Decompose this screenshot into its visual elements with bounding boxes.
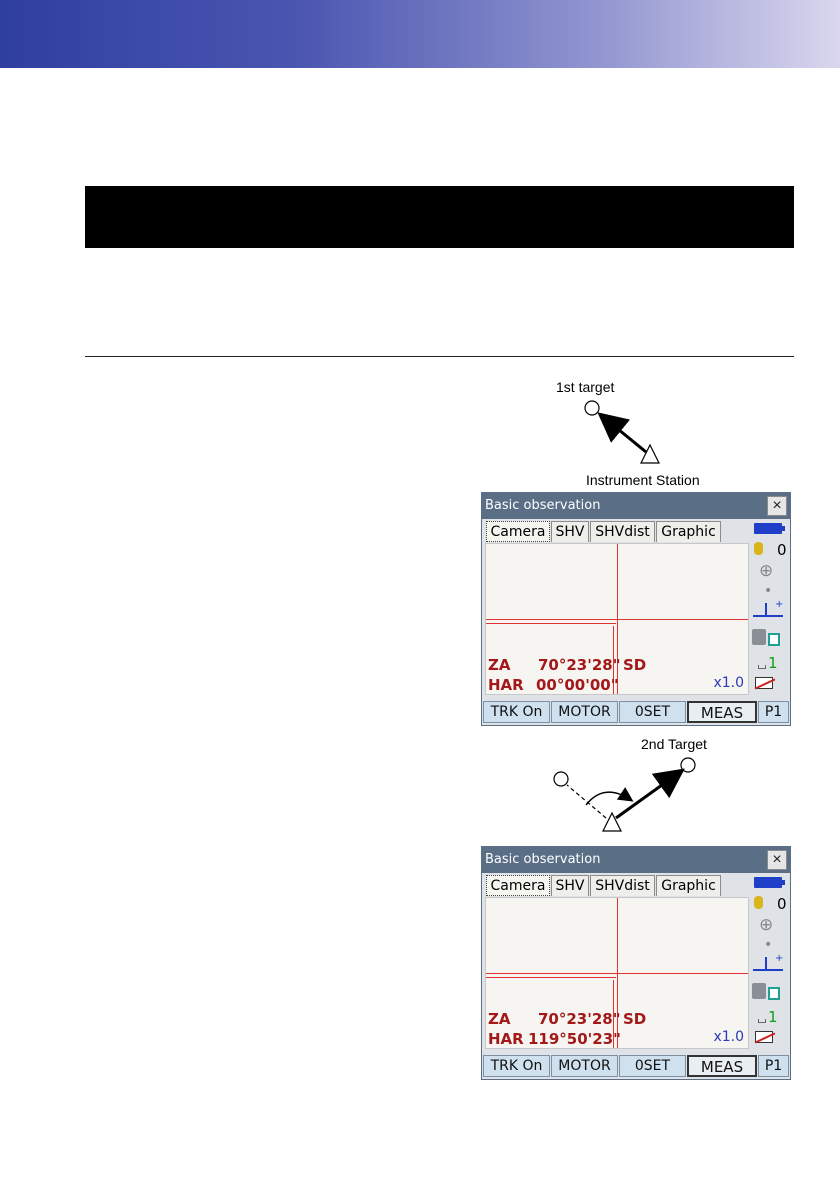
tab-shvdist[interactable]: SHVdist	[590, 875, 655, 896]
status-sidebar	[750, 873, 790, 1053]
window-title: Basic observation	[485, 852, 601, 867]
zoom-level: x1.0	[713, 675, 744, 691]
first-target-circle-2	[554, 772, 568, 786]
second-target-label: 2nd Target	[641, 736, 707, 752]
zoom-level: x1.0	[713, 1029, 744, 1045]
har-label: HAR	[488, 676, 524, 694]
tab-camera[interactable]: Camera	[486, 875, 550, 896]
memory-icon	[755, 677, 773, 689]
window-titlebar	[482, 847, 790, 873]
tab-shvdist[interactable]: SHVdist	[590, 521, 655, 542]
communication-icon[interactable]	[752, 981, 782, 1001]
tilt-icon[interactable]: +	[753, 603, 783, 617]
0set-button[interactable]: 0SET	[619, 1055, 686, 1077]
tab-graphic[interactable]: Graphic	[656, 875, 721, 896]
instrument-station-triangle	[641, 445, 659, 463]
first-target-circle	[585, 401, 599, 415]
close-button[interactable]: ×	[767, 850, 787, 870]
laser-icon: •	[764, 583, 773, 599]
har-value: 119°50'23"	[528, 1030, 621, 1048]
za-label: ZA	[488, 656, 511, 674]
sd-label: SD	[623, 656, 647, 674]
prism-icon[interactable]	[754, 896, 763, 909]
communication-icon[interactable]	[752, 627, 782, 647]
za-value: 70°23'28"	[538, 1010, 621, 1028]
tab-camera[interactable]: Camera	[486, 521, 550, 542]
softkey-bar	[482, 1053, 790, 1079]
motor-button[interactable]: MOTOR	[551, 1055, 618, 1077]
rotation-arc	[586, 792, 631, 805]
0set-button[interactable]: 0SET	[619, 701, 686, 723]
camera-view	[485, 543, 749, 695]
trk-on-button[interactable]: TRK On	[483, 701, 550, 723]
page-button[interactable]: P1	[758, 1055, 789, 1077]
memory-icon	[755, 1031, 773, 1043]
input-mode-icon	[758, 665, 766, 669]
har-row	[488, 676, 619, 694]
target-icon: ⊕	[759, 561, 774, 581]
prism-constant: 0	[777, 895, 787, 913]
tab-shv[interactable]: SHV	[551, 875, 589, 896]
trk-on-button[interactable]: TRK On	[483, 1055, 550, 1077]
status-sidebar	[750, 519, 790, 699]
prism-icon[interactable]	[754, 542, 763, 555]
first-target-label: 1st target	[556, 379, 615, 395]
battery-icon	[754, 877, 782, 888]
window-titlebar	[482, 493, 790, 519]
window-title: Basic observation	[485, 498, 601, 513]
page-button[interactable]: P1	[758, 701, 789, 723]
tab-shv[interactable]: SHV	[551, 521, 589, 542]
close-button[interactable]: ×	[767, 496, 787, 516]
har-label: HAR	[488, 1030, 524, 1048]
laser-icon: •	[764, 937, 773, 953]
basic-observation-screen-2	[481, 846, 791, 1080]
sd-label: SD	[623, 1010, 647, 1028]
za-value: 70°23'28"	[538, 656, 621, 674]
za-label: ZA	[488, 1010, 511, 1028]
input-mode-number: 1	[768, 1008, 778, 1026]
first-target-arrow	[602, 416, 646, 452]
prism-constant: 0	[777, 541, 787, 559]
battery-icon	[754, 523, 782, 534]
meas-button[interactable]: MEAS	[687, 701, 757, 723]
motor-button[interactable]: MOTOR	[551, 701, 618, 723]
har-value: 00°00'00"	[536, 676, 619, 694]
instrument-station-label: Instrument Station	[586, 472, 700, 488]
za-row	[488, 656, 647, 674]
dashed-line-to-first	[567, 785, 606, 818]
second-target-circle	[681, 758, 695, 772]
input-mode-icon	[758, 1019, 766, 1023]
tilt-icon[interactable]: +	[753, 957, 783, 971]
za-row	[488, 1010, 647, 1028]
crosshair-horizontal-2	[486, 623, 616, 624]
meas-button[interactable]: MEAS	[687, 1055, 757, 1077]
second-target-arrow	[616, 772, 680, 818]
softkey-bar	[482, 699, 790, 725]
camera-view	[485, 897, 749, 1049]
target-icon: ⊕	[759, 915, 774, 935]
har-row	[488, 1030, 621, 1048]
tab-graphic[interactable]: Graphic	[656, 521, 721, 542]
basic-observation-screen-1	[481, 492, 791, 726]
input-mode-number: 1	[768, 654, 778, 672]
crosshair-horizontal-2	[486, 977, 616, 978]
